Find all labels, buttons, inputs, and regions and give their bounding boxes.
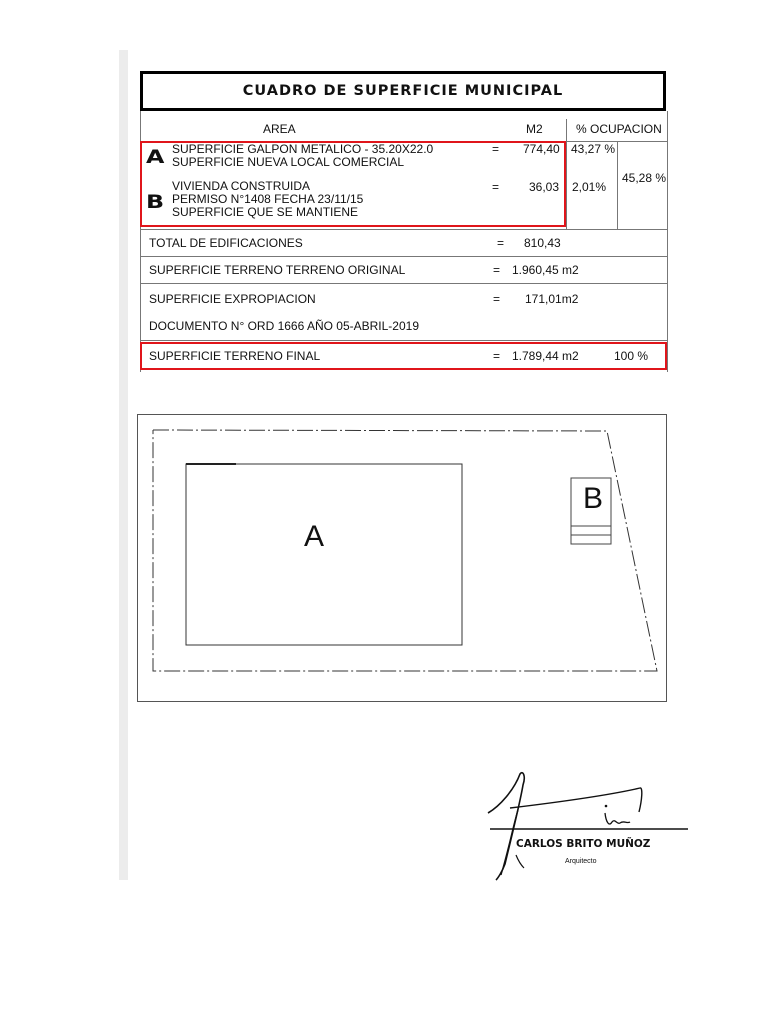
block-a-line1: SUPERFICIE GALPON METALICO - 35.20X22.0 [172,142,434,156]
terreno-original-equals: = [493,263,501,277]
block-b-line1: VIVIENDA CONSTRUIDA [172,179,311,193]
terreno-final-label: SUPERFICIE TERRENO FINAL [149,349,321,363]
total-value: 810,43 [524,236,561,250]
block-b-pct: 2,01% [572,180,607,194]
block-b-line2: PERMISO N°1408 FECHA 23/11/15 [172,192,364,206]
header-area: AREA [263,122,296,136]
signature-role: Arquitecto [565,858,597,865]
terreno-original-value: 1.960,45 m2 [512,263,579,277]
total-equals: = [497,236,505,250]
table-title: CUADRO DE SUPERFICIE MUNICIPAL [242,83,564,99]
expropiacion-label: SUPERFICIE EXPROPIACION [149,292,316,306]
documento-text: DOCUMENTO N° ORD 1666 AÑO 05-ABRIL-2019 [149,319,419,333]
block-b-line3: SUPERFICIE QUE SE MANTIENE [172,205,359,219]
combined-pct: 45,28 % [622,171,667,185]
terreno-final-equals: = [493,349,501,363]
block-a-line2: SUPERFICIE NUEVA LOCAL COMERCIAL [172,155,405,169]
block-b-m2: 36,03 [529,180,560,194]
expropiacion-value: 171,01m2 [525,292,579,306]
header-ocupacion: % OCUPACION [576,122,662,136]
terreno-original-label: SUPERFICIE TERRENO TERRENO ORIGINAL [149,263,406,277]
terreno-final-value: 1.789,44 m2 [512,349,579,363]
total-label: TOTAL DE EDIFICACIONES [149,236,303,250]
plan-label-b: B [583,482,604,515]
block-a-m2: 774,40 [523,142,560,156]
plan-label-a: A [304,520,325,553]
terreno-final-pct: 100 % [614,349,649,363]
block-a-pct: 43,27 % [571,142,616,156]
signature-name: CARLOS BRITO MUÑOZ [516,838,651,850]
block-b-equals: = [492,180,500,194]
badge-b: B [146,191,165,213]
block-a-equals: = [492,142,500,156]
header-m2: M2 [526,122,543,136]
badge-a: A [146,146,165,168]
expropiacion-equals: = [493,292,501,306]
